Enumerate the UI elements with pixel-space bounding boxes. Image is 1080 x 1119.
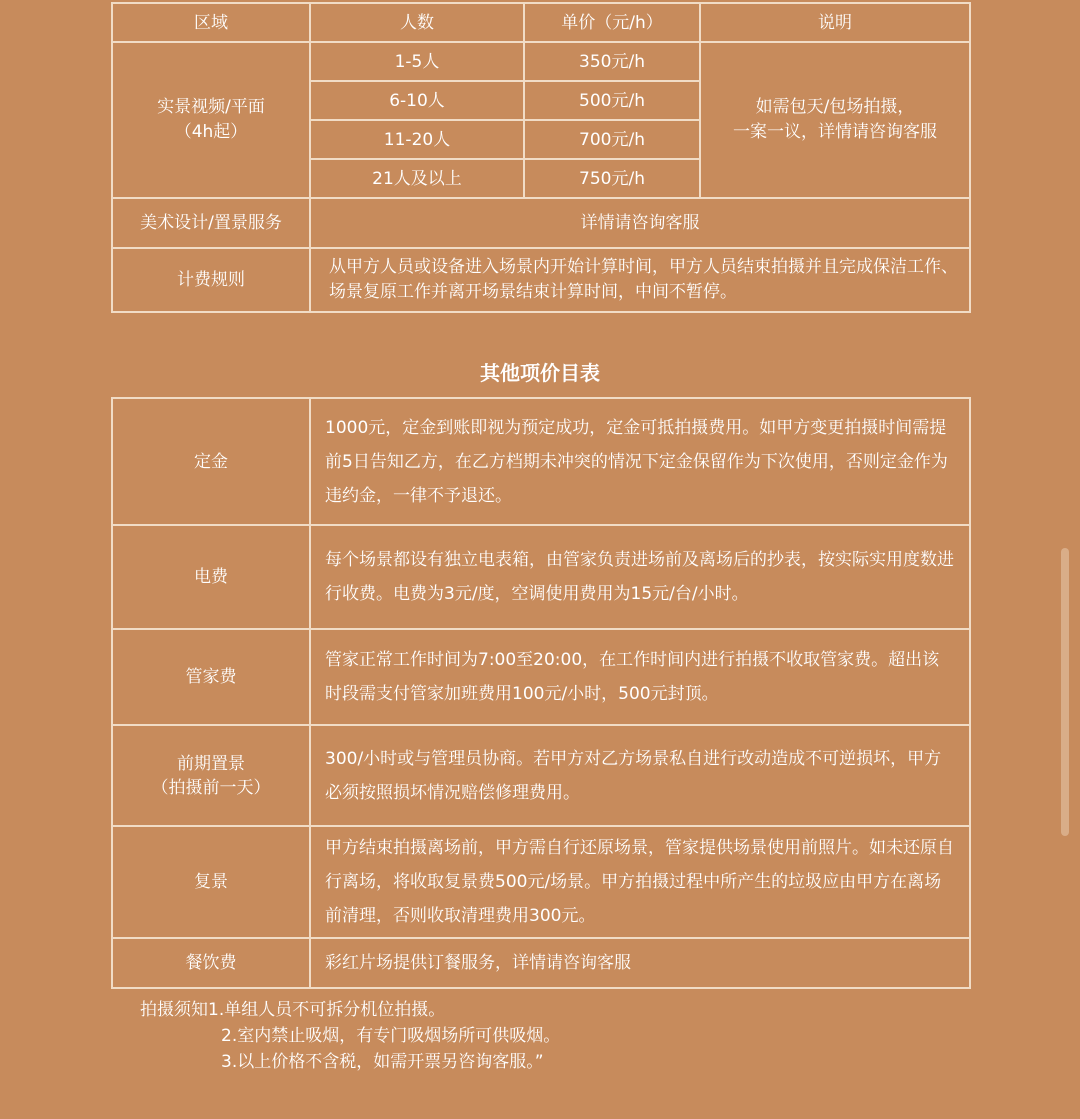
rule-label: 计费规则 [112,248,310,312]
table-row [112,248,970,312]
item-text: 甲方结束拍摄离场前，甲方需自行还原场景，管家提供场景使用前照片。如未还原自行离场，将收取复景费500元/场景。甲方拍摄过程中所产生的垃圾应由甲方在离场前清理，否则收取清理费用300元。 [310,826,970,938]
table-row [112,725,970,826]
item-text: 管家正常工作时间为7:00至20:00，在工作时间内进行拍摄不收取管家费。超出该时段需支付管家加班费用100元/小时，500元封顶。 [310,629,970,725]
shooting-notes [140,997,560,1075]
table-row [112,938,970,988]
price-cell: 500元/h [524,81,700,120]
people-cell: 11-20人 [310,120,524,159]
table-row [112,198,970,248]
price-table-header [112,3,970,42]
note-line: 2.室内禁止吸烟，有专门吸烟场所可供吸烟。 [221,1026,561,1046]
price-cell: 750元/h [524,159,700,198]
section-title: 其他项价目表 [480,361,600,385]
note-line: 拍摄须知1.单组人员不可拆分机位拍摄。 [140,1000,446,1020]
price-cell: 700元/h [524,120,700,159]
item-label: 复景 [112,826,310,938]
price-cell: 350元/h [524,42,700,81]
other-items-table [111,397,971,989]
note-cell: 如需包天/包场拍摄， 一案一议，详情请咨询客服 [700,42,970,198]
note-line: 3.以上价格不含税，如需开票另咨询客服。” [221,1052,544,1072]
item-text: 每个场景都设有独立电表箱，由管家负责进场前及离场后的抄表，按实际实用度数进行收费。电费为3元/度，空调使用费用为15元/台/小时。 [310,525,970,629]
item-text: 彩红片场提供订餐服务，详情请咨询客服 [310,938,970,988]
item-label: 餐饮费 [112,938,310,988]
item-text: 1000元，定金到账即视为预定成功，定金可抵拍摄费用。如甲方变更拍摄时间需提前5日告知乙方，在乙方档期未冲突的情况下定金保留作为下次使用，否则定金作为违约金，一律不予退还。 [310,398,970,525]
header-people: 人数 [310,3,524,42]
rule-value: 从甲方人员或设备进入场景内开始计算时间，甲方人员结束拍摄并且完成保洁工作、场景复原工作并离开场景结束计算时间，中间不暂停。 [310,248,970,312]
item-text: 300/小时或与管理员协商。若甲方对乙方场景私自进行改动造成不可逆损坏，甲方必须按照损坏情况赔偿修理费用。 [310,725,970,826]
item-label: 前期置景 （拍摄前一天） [112,725,310,826]
item-label: 定金 [112,398,310,525]
region-cell: 实景视频/平面 （4h起） [112,42,310,198]
item-label: 管家费 [112,629,310,725]
table-row [112,826,970,938]
header-price: 单价（元/h） [524,3,700,42]
table-row [112,398,970,525]
price-table [111,2,971,313]
design-label: 美术设计/置景服务 [112,198,310,248]
people-cell: 21人及以上 [310,159,524,198]
people-cell: 1-5人 [310,42,524,81]
item-label: 电费 [112,525,310,629]
table-row [112,629,970,725]
header-note: 说明 [700,3,970,42]
table-row [112,525,970,629]
scrollbar-thumb[interactable] [1061,548,1069,836]
people-cell: 6-10人 [310,81,524,120]
header-region: 区域 [112,3,310,42]
table-row [112,42,970,81]
design-value: 详情请咨询客服 [310,198,970,248]
